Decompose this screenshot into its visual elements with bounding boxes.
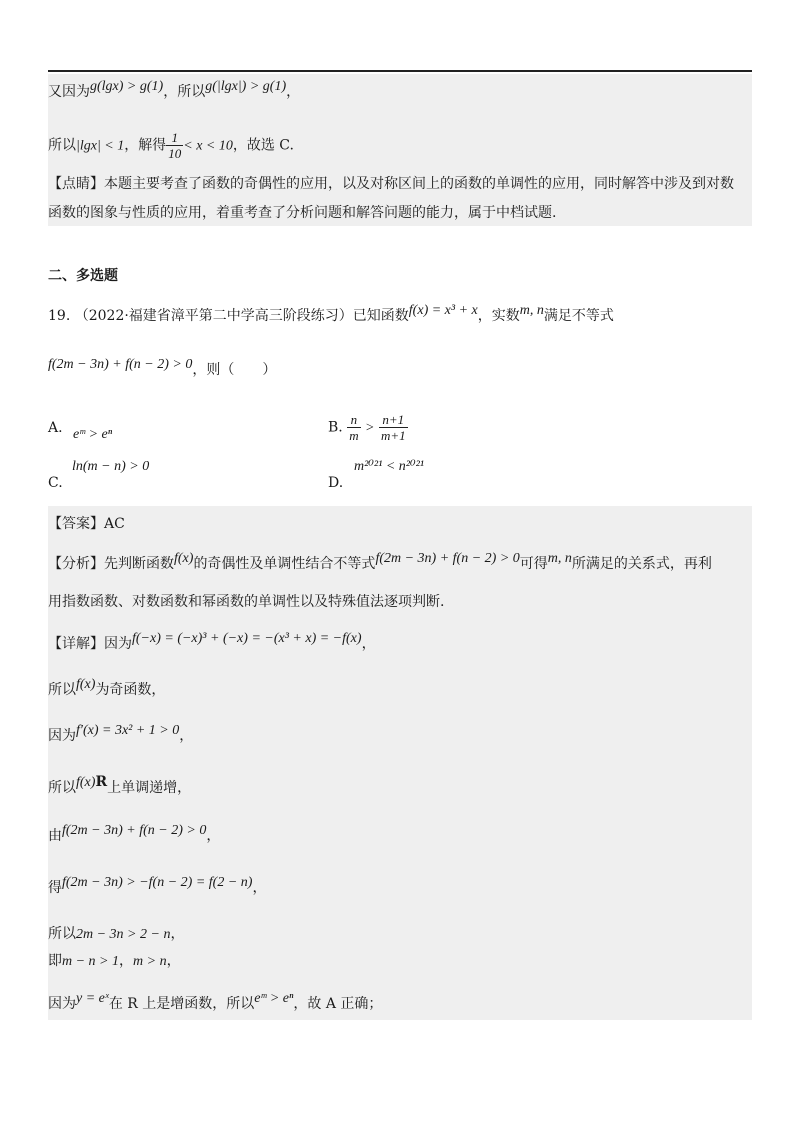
text: 因为 xyxy=(48,728,76,744)
text: 所以 xyxy=(48,137,76,154)
step-line xyxy=(48,875,267,899)
top-rule xyxy=(48,70,752,72)
fraction-denominator: m+1 xyxy=(380,428,406,443)
math-expr: m, n xyxy=(547,551,572,566)
text: ， xyxy=(179,728,194,744)
fraction-numerator: n xyxy=(347,412,360,428)
math-expr: f(2m − 3n) + f(n − 2) > 0 xyxy=(375,551,520,566)
text: 得 xyxy=(48,880,62,896)
math-expr: ln(m − n) > 0 xyxy=(72,459,150,474)
math-expr: g(|lgx|) > g(1) xyxy=(205,79,287,94)
fraction xyxy=(347,412,360,443)
text: ， xyxy=(361,636,376,652)
text: ， xyxy=(119,953,134,969)
math-expr: f(x) xyxy=(174,551,194,566)
math-expr: g(lgx) > g(1) xyxy=(90,79,164,94)
fraction xyxy=(166,130,183,161)
text: 【详解】因为 xyxy=(48,636,132,652)
question-number: 19. xyxy=(48,308,71,324)
text: 的奇偶性及单调性结合不等式 xyxy=(193,556,376,572)
option-label: A. xyxy=(48,420,63,436)
math-expr: f(x) = x³ + x xyxy=(408,303,478,318)
step-line xyxy=(48,991,383,1015)
text: 在 R 上是增函数，所以 xyxy=(108,996,255,1012)
set-symbol: R xyxy=(95,774,108,790)
math-expr: m, n xyxy=(519,303,544,318)
math-expr: f(2m − 3n) > −f(n − 2) = f(2 − n) xyxy=(62,875,253,890)
fraction-denominator: m xyxy=(349,428,359,443)
math-expr: eᵐ > eⁿ xyxy=(73,427,113,442)
math-expr: 2m − 3n > 2 − n xyxy=(76,927,171,942)
math-expr: m²⁰²¹ < n²⁰²¹ xyxy=(354,459,424,474)
analysis-line2: 用指数函数、对数函数和幂函数的单调性以及特殊值法逐项判断. xyxy=(48,594,445,610)
question-line2 xyxy=(48,357,277,381)
text: 因为 xyxy=(48,996,76,1012)
text: ，解得 xyxy=(124,137,167,154)
section-title: 二、多选题 xyxy=(48,268,118,284)
text: ，所以 xyxy=(163,84,206,100)
text: 可得 xyxy=(519,556,548,572)
text: 【分析】先判断函数 xyxy=(48,556,174,572)
step-line xyxy=(48,723,194,747)
answer-line: 【答案】AC xyxy=(48,516,125,532)
fraction xyxy=(379,412,408,443)
math-expr: f(−x) = (−x)³ + (−x) = −(x³ + x) = −f(x) xyxy=(132,631,362,646)
text: 由 xyxy=(48,828,62,844)
math-expr: f(x) xyxy=(76,677,96,692)
text: ， xyxy=(206,828,221,844)
option-c xyxy=(48,458,150,491)
option-label: B. xyxy=(328,419,343,436)
text: 所以 xyxy=(48,780,76,796)
math-expr: f(x) xyxy=(76,775,96,790)
fraction-numerator: n+1 xyxy=(379,412,408,428)
math-expr: m > n xyxy=(133,954,167,969)
prev-solution-line2 xyxy=(48,130,294,161)
text: ， xyxy=(252,880,267,896)
text: ，实数 xyxy=(477,308,520,324)
text: ，则（ ） xyxy=(192,362,277,378)
text: 所以 xyxy=(48,926,76,942)
text: 满足不等式 xyxy=(543,308,614,324)
math-expr: y = eˣ xyxy=(76,991,109,1006)
step-line xyxy=(48,677,166,701)
text: ， xyxy=(170,926,185,942)
step-line xyxy=(48,951,181,972)
text: 又因为 xyxy=(48,84,90,100)
text: 为奇函数， xyxy=(95,682,166,698)
text: 所满足的关系式，再利 xyxy=(571,556,712,572)
text: 即 xyxy=(48,953,62,969)
math-expr: > xyxy=(365,420,375,436)
option-label: C. xyxy=(48,475,63,491)
comment-line2: 函数的图象与性质的应用，着重考查了分析问题和解答问题的能力，属于中档试题. xyxy=(48,205,557,221)
analysis-line1 xyxy=(48,551,712,575)
step-line xyxy=(48,774,192,799)
fraction-denominator: 10 xyxy=(168,146,182,161)
math-expr: f(2m − 3n) + f(n − 2) > 0 xyxy=(48,357,193,372)
step-line xyxy=(48,924,184,945)
question-source: （2022·福建省漳平第二中学高三阶段练习）已知函数 xyxy=(74,308,409,324)
math-expr: m − n > 1 xyxy=(62,954,120,969)
math-expr: < x < 10 xyxy=(183,138,233,154)
fraction-numerator: 1 xyxy=(166,130,183,146)
text: 所以 xyxy=(48,682,76,698)
text: ，故选 C. xyxy=(232,137,294,154)
option-a xyxy=(48,420,113,442)
math-expr: |lgx| < 1 xyxy=(76,138,125,154)
text: ，故 A 正确； xyxy=(293,996,383,1012)
option-b xyxy=(328,412,408,443)
text: 上单调递增， xyxy=(107,780,192,796)
math-expr: f(2m − 3n) + f(n − 2) > 0 xyxy=(62,823,207,838)
question-line1 xyxy=(48,303,614,327)
option-label: D. xyxy=(328,475,344,491)
option-d xyxy=(328,458,424,491)
text: ， xyxy=(286,84,301,100)
detail-line xyxy=(48,631,376,655)
comment-line1: 【点睛】本题主要考查了函数的奇偶性的应用，以及对称区间上的函数的单调性的应用，同时解答中涉及到对数 xyxy=(48,176,734,192)
prev-solution-line1 xyxy=(48,79,301,103)
math-expr: eᵐ > eⁿ xyxy=(254,991,294,1006)
step-line xyxy=(48,823,221,847)
math-expr: f′(x) = 3x² + 1 > 0 xyxy=(76,723,180,738)
text: ， xyxy=(166,953,181,969)
